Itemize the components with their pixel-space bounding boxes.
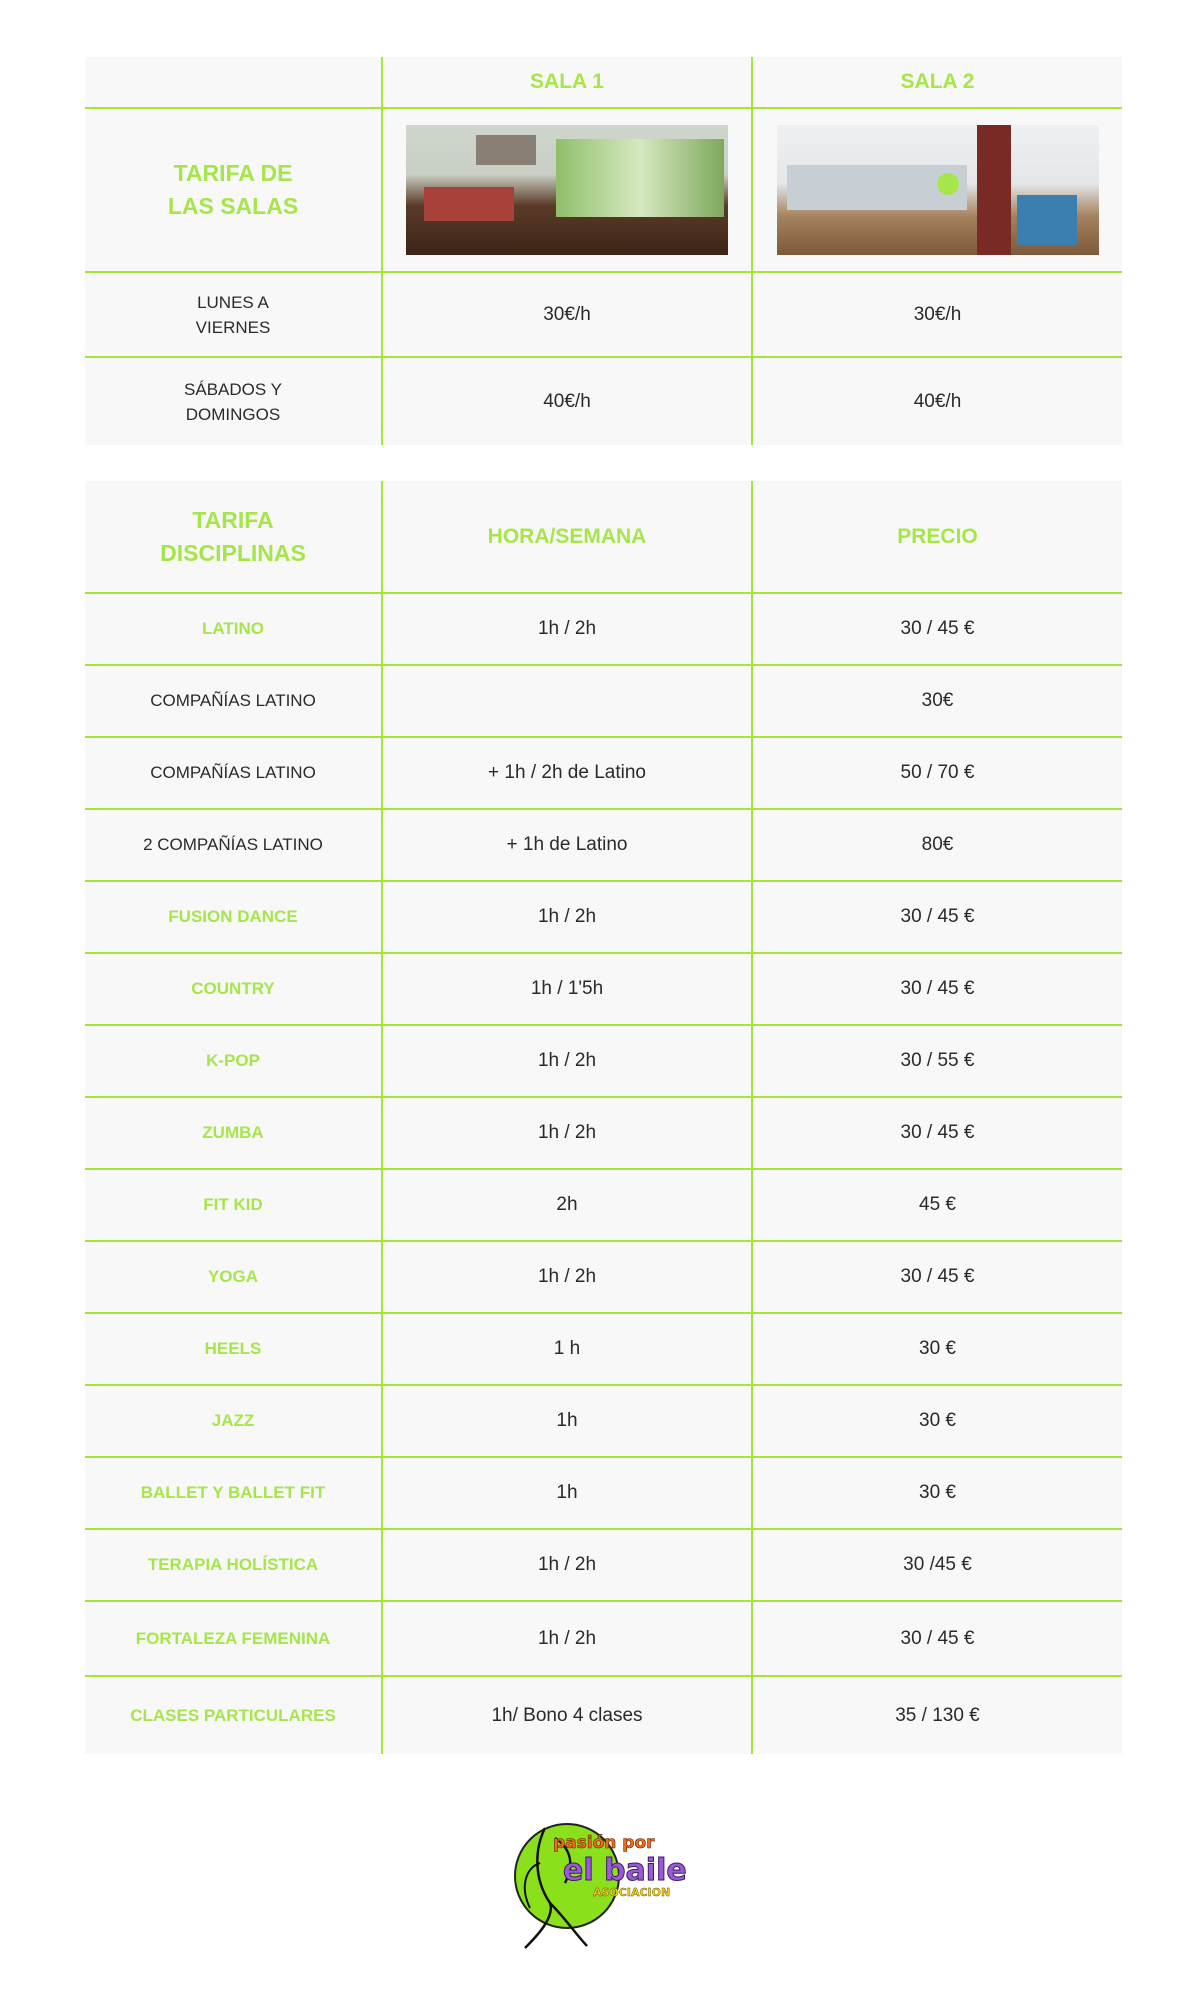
sala-1-rate: 30€/h	[383, 273, 753, 356]
discipline-row	[85, 1602, 1122, 1677]
discipline-hours: 1h / 2h	[383, 1098, 753, 1168]
discipline-name: FUSION DANCE	[85, 882, 383, 952]
discipline-hours: 1h	[383, 1386, 753, 1456]
discipline-price: 35 / 130 €	[895, 1704, 980, 1726]
discipline-price: 30 / 45 €	[900, 1266, 975, 1287]
room-rate-label: LUNES A VIERNES	[85, 273, 383, 356]
disciplines-header	[85, 481, 1122, 594]
discipline-hours: 1h / 1'5h	[383, 954, 753, 1024]
discipline-row	[85, 1314, 1122, 1386]
room-rates-header	[85, 57, 1122, 109]
discipline-name: BALLET Y BALLET FIT	[85, 1458, 383, 1528]
discipline-row	[85, 810, 1122, 882]
discipline-row	[85, 1677, 1122, 1754]
disciplines-title: TARIFA DISCIPLINAS	[85, 481, 383, 592]
discipline-hours: 2h	[383, 1170, 753, 1240]
svg-text:el baile: el baile	[563, 1853, 687, 1888]
discipline-name: CLASES PARTICULARES	[85, 1677, 383, 1754]
room-rate-label: SÁBADOS Y DOMINGOS	[85, 358, 383, 445]
room-photos-row	[85, 109, 1122, 273]
discipline-row	[85, 1386, 1122, 1458]
discipline-name: 2 COMPAÑÍAS LATINO	[85, 810, 383, 880]
header-price: PRECIO	[897, 524, 978, 548]
discipline-hours: 1h / 2h	[383, 1026, 753, 1096]
discipline-price: 50 / 70 €	[900, 762, 975, 783]
sala-2-photo-cell	[753, 109, 1122, 271]
discipline-hours: 1h / 2h	[383, 1530, 753, 1600]
header-hours: HORA/SEMANA	[383, 481, 753, 592]
discipline-row	[85, 666, 1122, 738]
discipline-name: FORTALEZA FEMENINA	[85, 1602, 383, 1675]
discipline-row	[85, 1242, 1122, 1314]
header-sala-1: SALA 1	[383, 57, 753, 107]
discipline-row	[85, 1530, 1122, 1602]
discipline-name: COMPAÑÍAS LATINO	[85, 738, 383, 808]
disciplines-body	[85, 594, 1122, 1754]
discipline-name: FIT KID	[85, 1170, 383, 1240]
discipline-price: 30€	[921, 690, 954, 711]
discipline-row	[85, 1170, 1122, 1242]
discipline-name: HEELS	[85, 1314, 383, 1384]
discipline-price: 30 €	[919, 1338, 956, 1359]
discipline-price: 30 / 45 €	[900, 1122, 975, 1143]
room-rate-row	[85, 358, 1122, 445]
room-rates-title: TARIFA DE LAS SALAS	[85, 109, 383, 271]
discipline-price: 30 /45 €	[903, 1554, 972, 1575]
discipline-hours: 1h / 2h	[383, 882, 753, 952]
discipline-name: YOGA	[85, 1242, 383, 1312]
header-sala-2: SALA 2	[900, 70, 975, 93]
discipline-name: JAZZ	[85, 1386, 383, 1456]
sala-1-photo-cell	[383, 109, 753, 271]
discipline-price: 30 / 45 €	[900, 618, 975, 639]
svg-text:pasión por: pasión por	[553, 1833, 655, 1853]
discipline-price: 30 €	[919, 1482, 956, 1503]
discipline-name: COUNTRY	[85, 954, 383, 1024]
discipline-hours: 1h / 2h	[383, 594, 753, 664]
discipline-row	[85, 594, 1122, 666]
sala-2-rate: 40€/h	[913, 390, 962, 412]
discipline-row	[85, 954, 1122, 1026]
discipline-name: ZUMBA	[85, 1098, 383, 1168]
discipline-price: 30 / 45 €	[900, 1627, 975, 1649]
discipline-hours: 1h / 2h	[383, 1602, 753, 1675]
discipline-hours: 1h / 2h	[383, 1242, 753, 1312]
room-rates-table	[85, 57, 1122, 445]
discipline-row	[85, 1098, 1122, 1170]
discipline-hours: 1h/ Bono 4 clases	[383, 1677, 753, 1754]
discipline-hours: + 1h / 2h de Latino	[383, 738, 753, 808]
sala-2-rate: 30€/h	[913, 303, 962, 325]
discipline-price: 80€	[921, 834, 954, 855]
sala-2-photo	[777, 125, 1099, 255]
discipline-row	[85, 882, 1122, 954]
discipline-hours	[383, 666, 753, 736]
discipline-price: 45 €	[919, 1194, 956, 1215]
discipline-name: K-POP	[85, 1026, 383, 1096]
discipline-name: LATINO	[85, 594, 383, 664]
discipline-hours: 1h	[383, 1458, 753, 1528]
discipline-name: COMPAÑÍAS LATINO	[85, 666, 383, 736]
discipline-price: 30 / 45 €	[900, 906, 975, 927]
sala-1-photo	[406, 125, 728, 255]
svg-text:ASOCIACION: ASOCIACION	[593, 1886, 671, 1899]
header-blank	[85, 57, 383, 107]
discipline-row	[85, 738, 1122, 810]
discipline-price: 30 / 55 €	[900, 1050, 975, 1071]
disciplines-table	[85, 481, 1122, 1754]
discipline-price: 30 / 45 €	[900, 978, 975, 999]
discipline-price: 30 €	[919, 1410, 956, 1431]
room-rate-row	[85, 273, 1122, 358]
discipline-hours: 1 h	[383, 1314, 753, 1384]
discipline-name: TERAPIA HOLÍSTICA	[85, 1530, 383, 1600]
discipline-row	[85, 1458, 1122, 1530]
discipline-row	[85, 1026, 1122, 1098]
discipline-hours: + 1h de Latino	[383, 810, 753, 880]
association-logo	[505, 1808, 695, 1958]
sala-1-rate: 40€/h	[383, 358, 753, 445]
